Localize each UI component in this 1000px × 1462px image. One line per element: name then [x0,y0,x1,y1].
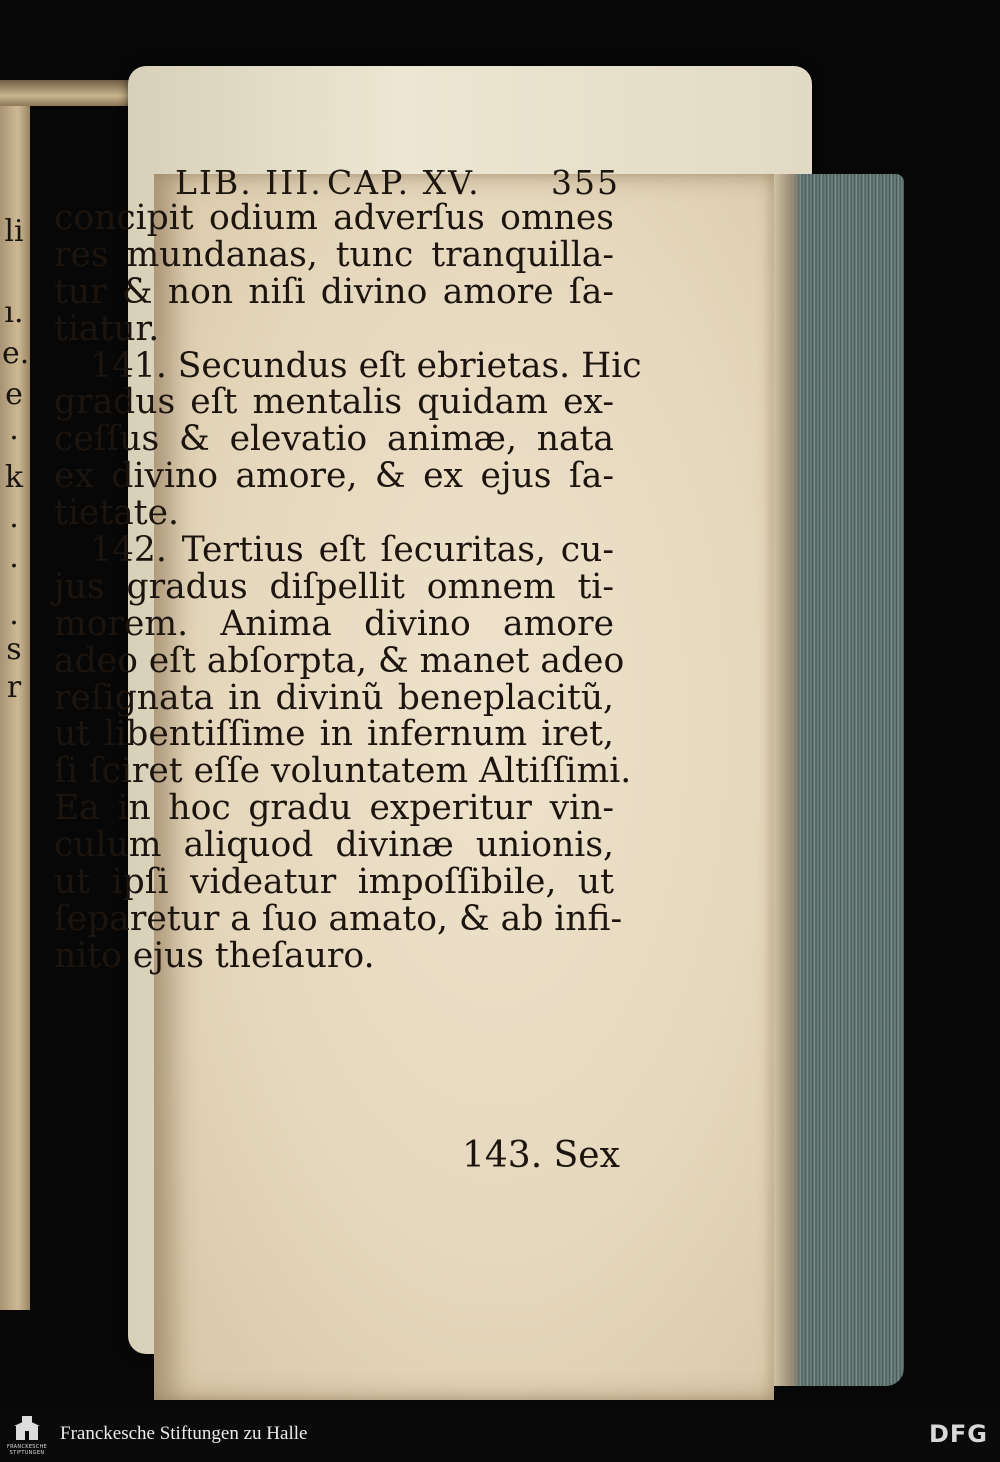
previous-page-letter: s [6,632,22,667]
text-line: culum aliquod divinæ unionis, [54,825,614,866]
text-line: jus gradus diſpellit omnem ti- [54,566,614,607]
text-line: reſignata in divinũ beneplacitũ, [54,677,614,718]
running-head [175,163,620,203]
text-line: tur & non niſi divino amore ſa- [54,271,614,312]
text-line: tiatur. [54,308,160,349]
text-line: concipit odium adverſus omnes [54,198,614,238]
body-text [54,198,642,976]
footer-bar [0,1408,1000,1462]
book-label: LIB. III. [175,163,323,202]
text-line: nito ejus theſauro. [54,935,375,976]
text-line: adeo eſt abſorpta, & manet adeo [54,640,625,681]
text-line: ut libentiſſime in infernum iret, [54,714,614,755]
text-line: tietate. [54,493,179,534]
logo-caption: FRANCKESCHE STIFTUNGEN [6,1444,48,1456]
chapter-label: CAP. XV. [327,163,481,202]
foundation-logo-icon [10,1414,44,1442]
previous-page-letter: . [9,500,19,535]
text-line: ex divino amore, & ex ejus ſa- [54,456,614,497]
text-line: Ea in hoc gradu experitur vin- [54,788,614,829]
institution-name[interactable]: Franckesche Stiftungen zu Halle [60,1423,308,1444]
paragraph-142-start: 142. Tertius eſt ſecuritas, cu- [90,530,614,571]
previous-page-letter: . [9,412,19,447]
page-number: 355 [551,163,620,202]
text-line: ſeparetur a ſuo amato, & ab infi- [54,898,623,939]
page-edges [774,174,904,1386]
previous-page-letter: . [9,540,19,575]
text-line: ceſſus & elevatio animæ, nata [54,419,614,460]
catchword: 143. Sex [462,1135,620,1176]
text-line: ſi ſciret eſſe voluntatem Altiſſimi. [54,751,632,792]
text-line: res mundanas, tunc tranquilla- [54,234,614,275]
text-line: gradus eſt mentalis quidam ex- [54,382,614,423]
previous-page-letter: r [6,670,22,705]
previous-page-edge [0,95,30,1310]
previous-page-letter: li [4,214,24,249]
dfg-logo[interactable]: DFG [928,1420,988,1448]
previous-page-letter: e. [2,336,30,371]
previous-page-letter: k [4,460,24,495]
text-line: ut ipſi videatur impoſſibile, ut [54,862,614,903]
paragraph-141-start: 141. Secundus eſt ebrietas. Hic [90,345,642,386]
text-line: morem. Anima divino amore [54,603,614,644]
previous-page-letter: . [9,597,19,632]
previous-page-letter: ı. [4,295,24,330]
previous-page-letter: e [5,377,23,412]
